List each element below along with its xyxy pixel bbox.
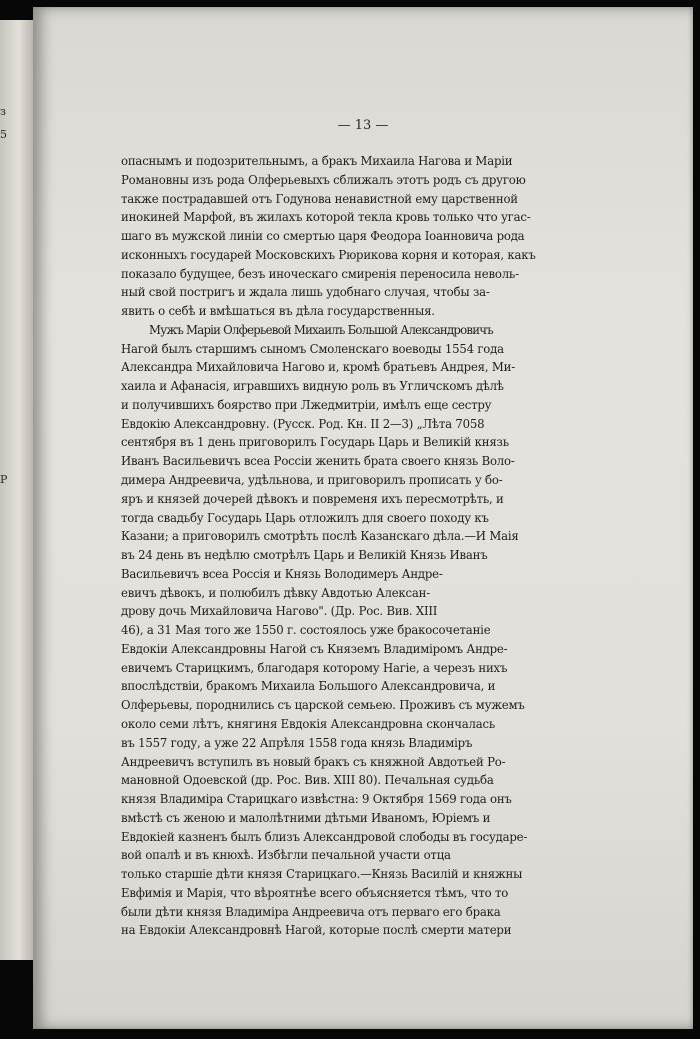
text-line: ный свой постригъ и ждала лишь удобнаго случая, чтобы за- (121, 285, 490, 300)
left-page-fragment (0, 790, 26, 813)
text-line: сентября въ 1 день приговорилъ Государь Царь и Великій князь (121, 435, 509, 450)
left-page-fragment (0, 146, 26, 169)
left-page-fragment (0, 445, 26, 468)
text-line: мановной Одоевской (др. Рос. Вив. XIII 80). Печальная судьба (121, 773, 494, 788)
text-line: въ 1557 году, а уже 22 Апрѣля 1558 года князь Владиміръ (121, 735, 473, 750)
text-line: Казани; а приговорилъ смотрѣть послѣ Казанскаго дѣла.—И Маія (121, 529, 519, 544)
left-page-fragment (0, 606, 26, 629)
text-line: исконныхъ государей Московскихъ Рюрикова корня и которая, какъ (121, 247, 536, 262)
text-line: евичемъ Старицкимъ, благодаря которому Нагіе, а черезъ нихъ (121, 660, 508, 675)
text-line: показало будущее, безъ иноческаго смиренія переносила неволь- (121, 266, 519, 281)
book-page (33, 7, 693, 1029)
text-line: Нагой былъ старшимъ сыномъ Смоленскаго воеводы 1554 года (121, 341, 504, 356)
page-number: — 13 — (337, 118, 389, 133)
text-line: Иванъ Васильевичъ всеа Россіи женить брата своего князь Воло- (121, 454, 515, 469)
text-line: Мужъ Маріи Олферьевой Михаилъ Большой Александровичъ (149, 322, 493, 337)
left-page-fragment (0, 905, 26, 928)
left-page-fragment (0, 652, 26, 675)
left-page-fragment (0, 721, 26, 744)
text-line: Александра Михайловича Нагово и, кромѣ братьевъ Андрея, Ми- (121, 360, 515, 375)
text-line: яръ и князей дочерей дѣвокъ и повременя ихъ пересмотрѣть, и (121, 491, 504, 506)
text-line: только старшіе дѣти князя Старицкаго.—Князь Василій и княжны (121, 867, 523, 882)
left-page-text-fragments (0, 100, 26, 940)
text-line: димера Андреевича, удѣльнова, и приговорилъ прописать у бо- (121, 473, 503, 488)
left-page-fragment (0, 376, 26, 399)
text-line: Евфимія и Марія, что вѣроятнѣе всего объясняется тѣмъ, что то (121, 885, 509, 900)
left-page-fragment (0, 192, 26, 215)
text-line: и получившихъ боярство при Лжедмитріи, имѣлъ еще сестру (121, 397, 492, 412)
text-line: шаго въ мужской линіи со смертью царя Феодора Іоанновича рода (121, 229, 525, 244)
text-line: Евдокію Александровну. (Русск. Род. Кн. II 2—3) „Лѣта 7058 (121, 416, 485, 431)
left-page-fragment (0, 813, 26, 836)
left-page-fragment (0, 698, 26, 721)
left-page-fragment (0, 629, 26, 652)
left-page-fragment (0, 238, 26, 261)
left-page-fragment (0, 422, 26, 445)
left-page-fragment (0, 284, 26, 307)
text-line: около семи лѣтъ, княгиня Евдокія Александровна скончалась (121, 716, 495, 731)
left-page-fragment (0, 330, 26, 353)
left-page-fragment (0, 882, 26, 905)
left-page-fragment (0, 399, 26, 422)
left-page-fragment (0, 767, 26, 790)
text-line: опаснымъ и подозрительнымъ, а бракъ Михаила Нагова и Маріи (121, 154, 513, 168)
left-page-fragment: 5 (0, 128, 7, 141)
text-line: инокиней Марфой, въ жилахъ которой текла кровь только что угас- (121, 210, 531, 225)
left-page-fragment (0, 583, 26, 606)
text-line: Романовны изъ рода Олферьевыхъ сближалъ этотъ родъ съ другою (121, 172, 526, 187)
left-page-fragment (0, 215, 26, 238)
body-text (121, 152, 589, 940)
left-page-edge (0, 20, 34, 960)
left-page-fragment (0, 514, 26, 537)
text-line: были дѣти князя Владиміра Андреевича отъ перваго его брака (121, 904, 501, 919)
left-page-fragment (0, 859, 26, 882)
text-line: также пострадавшей отъ Годунова ненавистной ему царственной (121, 191, 518, 206)
text-line: на Евдокіи Александровнѣ Нагой, которые послѣ смерти матери (121, 923, 512, 938)
left-page-fragment: з (0, 105, 6, 118)
left-page-fragment (0, 307, 26, 330)
text-line: 46), а 31 Мая того же 1550 г. состоялось уже бракосочетаніе (121, 623, 491, 638)
text-line: вой опалѣ и въ кнюхѣ. Избѣгли печальной участи отца (121, 848, 451, 863)
text-line: Евдокіи Александровны Нагой съ Княземъ Владиміромъ Андре- (121, 641, 508, 656)
text-line: Олферьевы, породнились съ царской семьею. Проживъ съ мужемъ (121, 698, 525, 713)
text-line: Евдокіей казненъ былъ близъ Александровой слободы въ государе- (121, 829, 528, 844)
text-line: евичъ дѣвокъ, и полюбилъ дѣвку Авдотью Алексан- (121, 585, 430, 600)
left-page-fragment (0, 675, 26, 698)
left-page-fragment (0, 537, 26, 560)
text-line: дрову дочь Михайловича Нагово". (Др. Рос. Вив. XIII (121, 604, 438, 619)
left-page-fragment (0, 353, 26, 376)
left-page-fragment (0, 261, 26, 284)
text-line: явить о себѣ и вмѣшаться въ дѣла государственныя. (121, 304, 435, 319)
text-line: Андреевичъ вступилъ въ новый бракъ съ княжной Авдотьей Ро- (121, 754, 506, 769)
left-page-fragment: Р (0, 473, 8, 486)
left-page-fragment (0, 169, 26, 192)
text-line: въ 24 день въ недѣлю смотрѣлъ Царь и Великій Князь Иванъ (121, 548, 488, 563)
left-page-fragment (0, 560, 26, 583)
text-line: впослѣдствіи, бракомъ Михаила Большого Александровича, и (121, 679, 496, 694)
text-line: Васильевичъ всеа Россія и Князь Володимеръ Андре- (121, 566, 443, 581)
left-page-fragment (0, 744, 26, 767)
text-line: вмѣстѣ съ женою и малолѣтними дѣтьми Иваномъ, Юріемъ и (121, 810, 491, 825)
text-line: князя Владиміра Старицкаго извѣстна: 9 Октября 1569 года онъ (121, 792, 512, 807)
text-line: тогда свадьбу Государь Царь отложилъ для своего походу къ (121, 510, 489, 525)
left-page-fragment (0, 836, 26, 859)
left-page-fragment (0, 491, 26, 514)
text-line: хаила и Афанасія, игравшихъ видную роль въ Угличскомъ дѣлѣ (121, 379, 504, 394)
